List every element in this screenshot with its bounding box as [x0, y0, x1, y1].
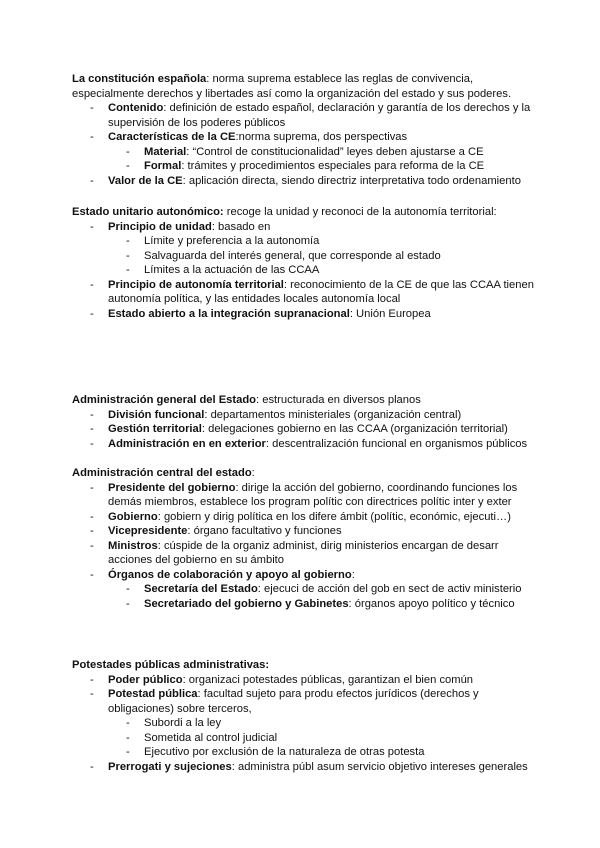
list-item: [72, 539, 542, 568]
item-text: : descentralización funcional en organismos públicos: [265, 437, 528, 450]
heading-text: :: [251, 467, 255, 479]
list-item: [72, 307, 542, 322]
item-text: : departamentos ministeriales (organización central): [204, 408, 462, 421]
dash-marker: -: [90, 278, 94, 291]
item-text: : ejecuci de acción del gob en sect de activ ministerio: [257, 583, 522, 595]
section-potestades: [72, 658, 542, 774]
list-item: [72, 524, 542, 539]
sub-list-item: [72, 234, 542, 249]
list-item: [72, 437, 542, 452]
dash-marker: -: [90, 481, 94, 494]
dash-marker: -: [126, 597, 130, 610]
item-term: Poder público: [108, 673, 183, 686]
dash-marker: -: [90, 760, 94, 773]
heading-title: La constitución española: [72, 73, 207, 85]
dash-marker: -: [126, 717, 130, 729]
item-term: División funcional: [108, 408, 205, 421]
item-text: :: [351, 568, 355, 581]
section-heading: [72, 466, 542, 481]
item-term: Principio de autonomía territorial: [108, 278, 284, 291]
item-term: Secretaría del Estado: [144, 583, 258, 595]
item-text: Salvaguarda del interés general, que corresponde al estado: [144, 249, 441, 262]
item-term: Potestad pública: [108, 688, 198, 700]
item-term: Formal: [144, 160, 182, 172]
dash-marker: -: [126, 731, 130, 744]
item-text: Sometida al control judicial: [144, 731, 278, 744]
item-text: : “Control de constitucionalidad” leyes deben ajustarse a CE: [186, 145, 484, 158]
dash-marker: -: [126, 264, 130, 276]
item-term: Principio de unidad: [108, 220, 212, 233]
list-item: [72, 278, 542, 307]
section-administracion-central: [72, 466, 542, 611]
heading-text: : estructurada en diversos planos: [256, 394, 421, 406]
item-term: Vicepresidente: [108, 525, 188, 537]
list-item: [72, 510, 542, 525]
list-item: [72, 174, 542, 189]
sub-list-item: [72, 159, 542, 174]
item-text: : administra públ asum servicio objetivo intereses generales: [231, 760, 528, 773]
dash-marker: -: [126, 746, 130, 758]
list-item: [72, 687, 542, 716]
item-text: Límite y preferencia a la autonomía: [144, 235, 320, 247]
dash-marker: -: [90, 408, 94, 421]
dash-marker: -: [90, 539, 94, 552]
item-text: : Unión Europea: [349, 307, 431, 320]
dash-marker: -: [90, 131, 94, 143]
dash-marker: -: [90, 220, 94, 233]
sub-list-item: [72, 582, 542, 597]
item-text: : delegaciones gobierno en las CCAA (organización territorial): [201, 423, 508, 435]
bullet-list: [72, 673, 542, 775]
item-text: : trámites y procedimientos especiales para reforma de la CE: [181, 160, 485, 172]
heading-title: Administración general del Estado: [72, 394, 257, 406]
dash-marker: -: [90, 525, 94, 537]
dash-marker: -: [90, 423, 94, 435]
item-text: Subordi a la ley: [144, 717, 222, 729]
bullet-list: [72, 481, 542, 612]
list-item: [72, 220, 542, 235]
list-item: [72, 673, 542, 688]
item-term: Características de la CE: [108, 131, 236, 143]
item-term: Administración en en exterior: [108, 437, 266, 450]
item-term: Secretariado del gobierno y Gabinetes: [144, 597, 349, 610]
sub-list-item: [72, 731, 542, 746]
bullet-list: [72, 408, 542, 452]
section-heading: [72, 72, 542, 101]
dash-marker: -: [90, 174, 94, 187]
sub-list-item: [72, 745, 542, 760]
dash-marker: -: [90, 568, 94, 581]
item-text: : cúspide de la organiz administ, dirig ministerios encargan de desarr acciones del gobierno en su ámbito: [108, 539, 499, 566]
item-term: Gobierno: [108, 510, 158, 523]
section-constitucion: [72, 72, 542, 188]
dash-marker: -: [90, 102, 94, 114]
list-item: [72, 568, 542, 583]
sub-list-item: [72, 597, 542, 612]
item-term: Valor de la CE: [108, 174, 183, 187]
list-item: [72, 130, 542, 145]
section-administracion-general: [72, 393, 542, 451]
heading-text: : norma suprema establece las reglas de convivencia, especialmente derechos y libertades así como la organización del estado y sus poderes.: [72, 73, 512, 100]
item-term: Presidente del gobierno: [108, 481, 236, 494]
item-text: :norma suprema, dos perspectivas: [235, 131, 408, 143]
sub-list-item: [72, 249, 542, 264]
list-item: [72, 101, 542, 130]
bullet-list: [72, 220, 542, 322]
item-text: : aplicación directa, siendo directriz interpretativa todo ordenamiento: [182, 174, 521, 187]
dash-marker: -: [90, 437, 94, 450]
heading-title: Potestades públicas administrativas:: [72, 659, 270, 671]
dash-marker: -: [126, 160, 130, 172]
item-text: Límites a la actuación de las CCAA: [144, 264, 320, 276]
sub-list-item: [72, 263, 542, 278]
bullet-list: [72, 101, 542, 188]
item-text: : basado en: [211, 220, 271, 233]
heading-title: Estado unitario autonómico:: [72, 206, 224, 218]
dash-marker: -: [90, 688, 94, 700]
item-term: Gestión territorial: [108, 423, 202, 435]
section-heading: [72, 205, 542, 220]
sub-list-item: [72, 145, 542, 160]
dash-marker: -: [126, 249, 130, 262]
item-text: Ejecutivo por exclusión de la naturaleza de otras potesta: [144, 746, 425, 758]
item-text: : órgano facultativo y funciones: [187, 525, 342, 537]
section-heading: [72, 658, 542, 673]
dash-marker: -: [126, 145, 130, 158]
item-term: Prerrogati y sujeciones: [108, 760, 232, 773]
dash-marker: -: [90, 673, 94, 686]
item-term: Estado abierto a la integración supranacional: [108, 307, 350, 320]
list-item: [72, 760, 542, 775]
list-item: [72, 481, 542, 510]
item-text: : dirige la acción del gobierno, coordinando funciones los demás miembros, establece los program polític con directrices polític inter y exter: [108, 481, 518, 508]
dash-marker: -: [126, 583, 130, 595]
item-text: : definición de estado español, declaración y garantía de los derechos y la supervisión de los poderes públicos: [108, 102, 531, 129]
item-term: Órganos de colaboración y apoyo al gobierno: [108, 568, 352, 581]
list-item: [72, 408, 542, 423]
item-term: Ministros: [108, 539, 158, 552]
section-heading: [72, 393, 542, 408]
item-text: : organizaci potestades públicas, garantizan el bien común: [182, 673, 474, 686]
item-text: : facultad sujeto para produ efectos jurídicos (derechos y obligaciones) sobre terceros,: [108, 688, 479, 715]
item-text: : órganos apoyo político y técnico: [348, 597, 515, 610]
item-text: : gobiern y dirig política en los difere ámbit (polític, económic, ejecuti…): [157, 510, 511, 523]
dash-marker: -: [126, 235, 130, 247]
item-term: Contenido: [108, 102, 164, 114]
section-estado-unitario: [72, 205, 542, 321]
sub-list-item: [72, 716, 542, 731]
item-text: : reconocimiento de la CE de que las CCAA tienen autonomía política, y las entidades locales autonomía local: [108, 278, 534, 305]
item-term: Material: [144, 145, 187, 158]
heading-title: Administración central del estado: [72, 467, 252, 479]
list-item: [72, 422, 542, 437]
dash-marker: -: [90, 307, 94, 320]
heading-text: recoge la unidad y reconoci de la autonomía territorial:: [223, 206, 497, 218]
dash-marker: -: [90, 510, 94, 523]
